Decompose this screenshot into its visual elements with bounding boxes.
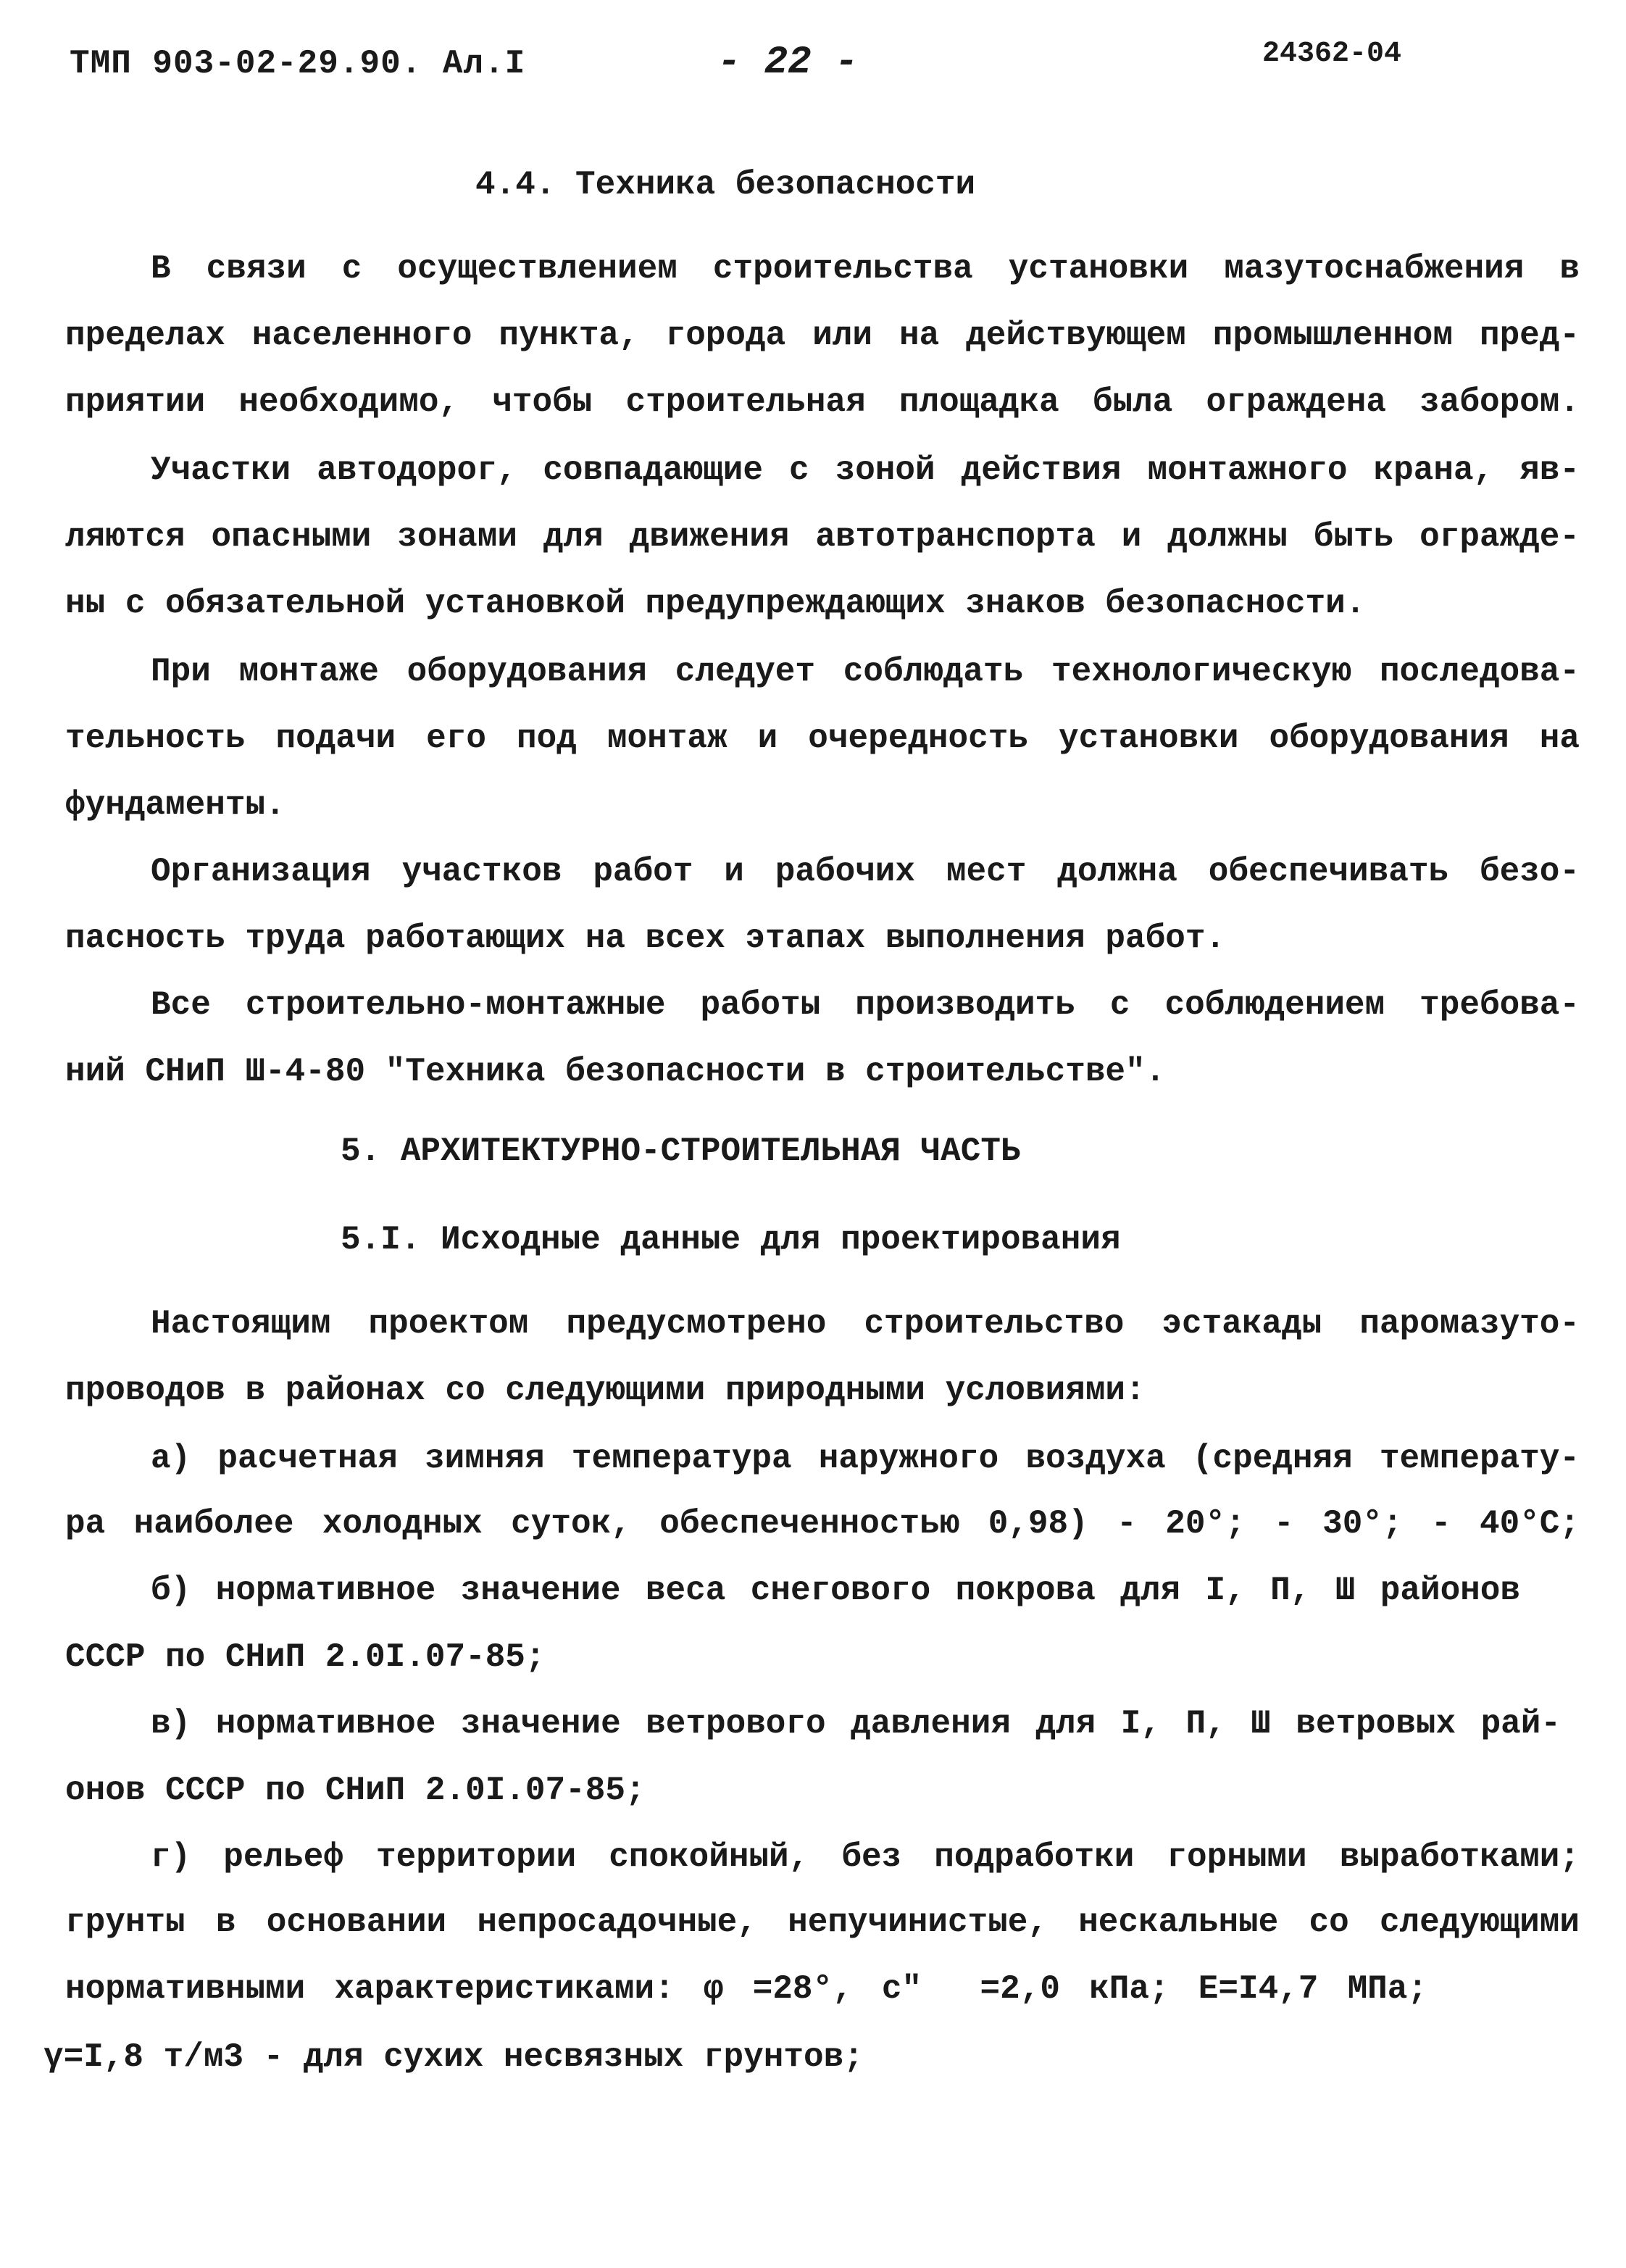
paragraph-line: Настоящим проектом предусмотрено строительство эстакады паромазуто- <box>151 1305 1580 1343</box>
paragraph-line: Все строительно-монтажные работы производить с соблюдением требова- <box>151 986 1580 1024</box>
paragraph-line: тельность подачи его под монтаж и очередность установки оборудования на <box>65 720 1580 757</box>
paragraph-line: пасность труда работающих на всех этапах выполнения работ. <box>65 920 1226 957</box>
section-heading-5-1: 5.I. Исходные данные для проектирования <box>341 1221 1121 1259</box>
list-item-a: а) расчетная зимняя температура наружного воздуха (средняя температу- <box>151 1440 1580 1477</box>
list-item-b: б) нормативное значение веса снегового покрова для I, П, Ш районов <box>151 1572 1520 1609</box>
page-number: - 22 - <box>717 41 859 85</box>
paragraph-line: ляются опасными зонами для движения автотранспорта и должны быть огражде- <box>65 518 1580 556</box>
paragraph-line: ра наиболее холодных суток, обеспеченностью 0,98) - 20°; - 30°; - 40°С; <box>65 1505 1580 1543</box>
paragraph-line: СССР по СНиП 2.0I.07-85; <box>65 1638 546 1676</box>
paragraph-line: нормативными характеристиками: φ =28°, с″ =2,0 кПа; Е=I4,7 МПа; <box>65 1970 1427 2008</box>
paragraph-line: ны с обязательной установкой предупреждающих знаков безопасности. <box>65 585 1366 622</box>
section-heading-4-4: 4.4. Техника безопасности <box>475 166 976 204</box>
list-item-g: г) рельеф территории спокойный, без подработки горными выработками; <box>151 1838 1580 1876</box>
paragraph-line: ний СНиП Ш-4-80 "Техника безопасности в строительстве". <box>65 1053 1166 1091</box>
paragraph-line: При монтаже оборудования следует соблюдать технологическую последова- <box>151 653 1580 691</box>
paragraph-line: Участки автодорог, совпадающие с зоной действия монтажного крана, яв- <box>151 451 1580 489</box>
sheet-id: 24362-04 <box>1262 38 1402 70</box>
paragraph-line: проводов в районах со следующими природными условиями: <box>65 1372 1146 1409</box>
paragraph-line: приятии необходимо, чтобы строительная площадка была ограждена забором. <box>65 383 1580 421</box>
paragraph-line: онов СССР по СНиП 2.0I.07-85; <box>65 1772 646 1809</box>
paragraph-line: грунты в основании непросадочные, непучинистые, нескальные со следующими <box>65 1904 1580 1941</box>
paragraph-line: Организация участков работ и рабочих мест должна обеспечивать безо- <box>151 853 1580 891</box>
section-heading-5: 5. АРХИТЕКТУРНО-СТРОИТЕЛЬНАЯ ЧАСТЬ <box>341 1133 1021 1170</box>
paragraph-line: пределах населенного пункта, города или на действующем промышленном пред- <box>65 317 1580 354</box>
paragraph-line: γ=I,8 т/м3 - для сухих несвязных грунтов; <box>43 2038 864 2076</box>
paragraph-line: В связи с осуществлением строительства установки мазутоснабжения в <box>151 250 1580 288</box>
paragraph-line: фундаменты. <box>65 786 285 824</box>
document-code: ТМП 903-02-29.90. Ал.I <box>70 45 526 83</box>
list-item-v: в) нормативное значение ветрового давления для I, П, Ш ветровых рай- <box>151 1705 1561 1743</box>
